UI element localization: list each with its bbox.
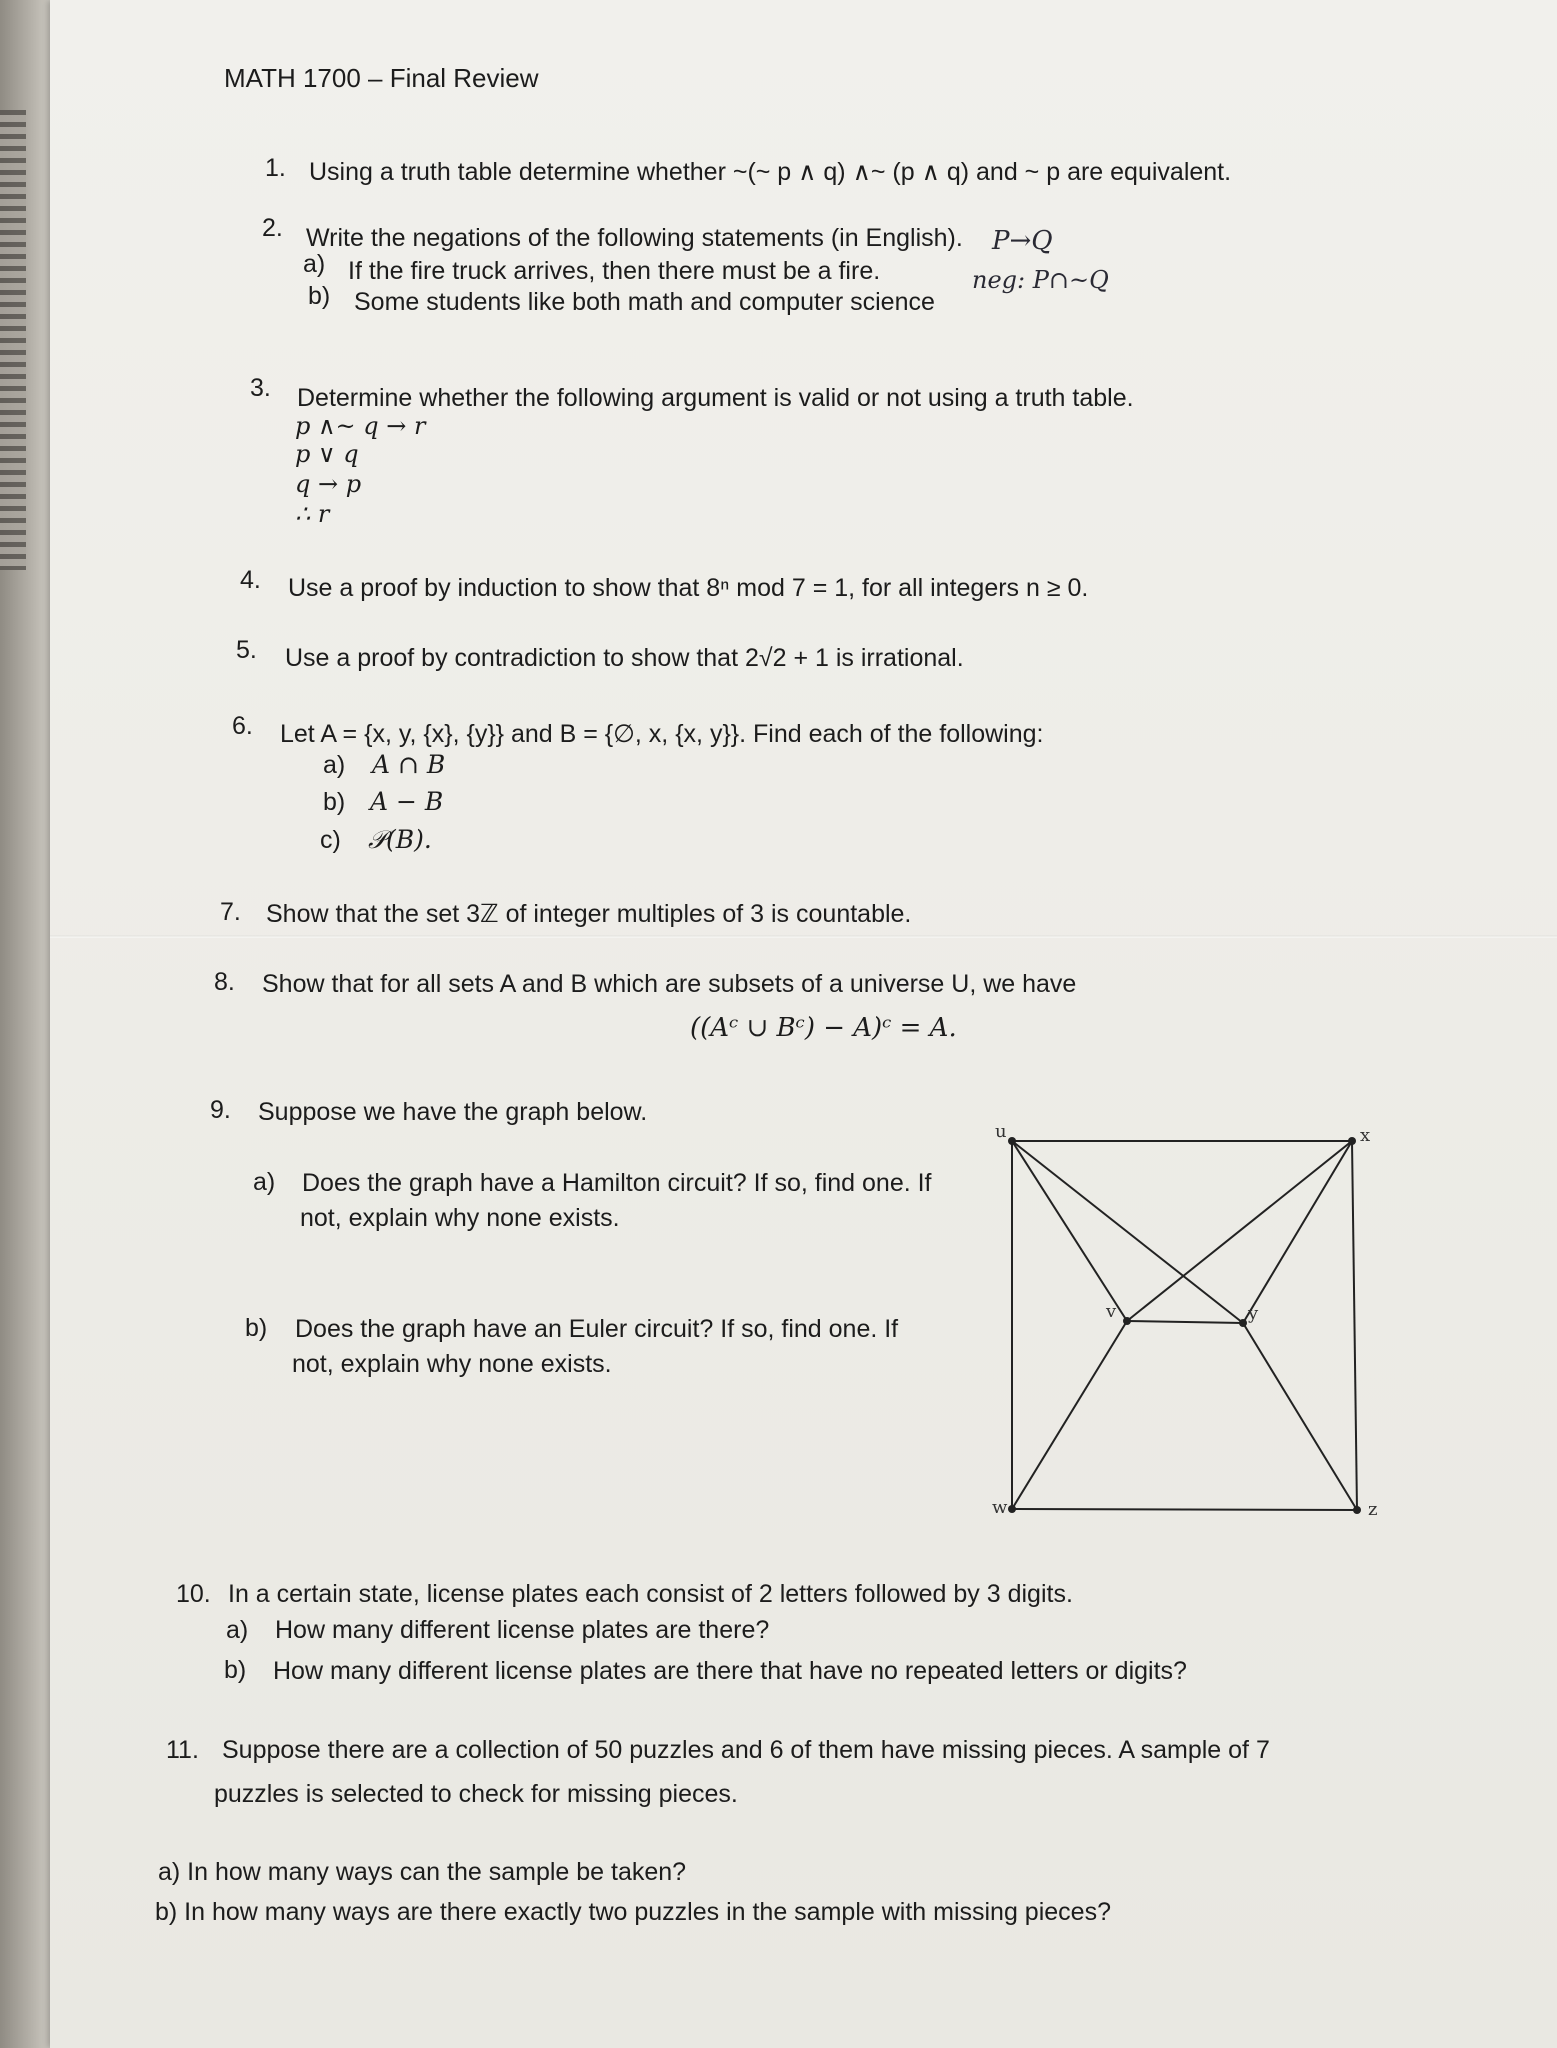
q9-b-line1: Does the graph have an Euler circuit? If so, find one. If [295, 1315, 899, 1343]
edge-x-v [1127, 1141, 1352, 1321]
q1-number: 1. [265, 154, 286, 182]
q2-number: 2. [262, 214, 283, 242]
edge-x-y [1243, 1141, 1352, 1323]
spiral-binding [0, 110, 26, 570]
vertex-z [1353, 1506, 1361, 1514]
q10-a-text: How many different license plates are there? [275, 1616, 770, 1644]
q9-b-label: b) [245, 1314, 268, 1342]
label-y: y [1248, 1303, 1259, 1324]
q8-formula: ((Aᶜ ∪ Bᶜ) − A)ᶜ = A. [690, 1013, 957, 1043]
q5-text: Use a proof by contradiction to show that 2√2 + 1 is irrational. [285, 644, 964, 672]
q4-number: 4. [240, 566, 261, 594]
q11-b-text: b) In how many ways are there exactly two puzzles in the sample with missing pieces? [155, 1898, 1111, 1926]
q6-text: Let A = {x, y, {x}, {y}} and B = {∅, x, {x, y}}. Find each of the following: [280, 720, 1044, 748]
page-title: MATH 1700 – Final Review [224, 63, 539, 93]
q9-number: 9. [210, 1096, 231, 1124]
handwritten-note-implication: P→Q [992, 226, 1053, 256]
q7-text: Show that the set 3ℤ of integer multiples of 3 is countable. [266, 900, 912, 928]
q1-text: Using a truth table determine whether ~(~ p ∧ q) ∧~ (p ∧ q) and ~ p are equivalent. [309, 158, 1232, 186]
q3-premise-3: q → p [295, 470, 362, 498]
vertex-y [1239, 1319, 1247, 1327]
q6-b-label: b) [323, 788, 346, 816]
q2-b-text: Some students like both math and computer science [354, 288, 935, 316]
q6-a-text: A ∩ B [372, 750, 446, 779]
q6-c-text: 𝒫(B). [368, 825, 432, 854]
q2-a-label: a) [303, 250, 326, 278]
q10-a-label: a) [226, 1616, 249, 1644]
q6-a-label: a) [323, 751, 346, 779]
q9-a-line1: Does the graph have a Hamilton circuit? If so, find one. If [302, 1169, 932, 1197]
edge-u-y [1012, 1141, 1243, 1323]
q4-text: Use a proof by induction to show that 8ⁿ mod 7 = 1, for all integers n ≥ 0. [288, 574, 1089, 602]
q3-premise-2: p ∨ q [295, 440, 359, 468]
q8-text: Show that for all sets A and B which are subsets of a universe U, we have [262, 970, 1077, 998]
q10-text: In a certain state, license plates each consist of 2 letters followed by 3 digits. [228, 1580, 1073, 1608]
edge-x-z [1352, 1141, 1357, 1510]
q2-a-text: If the fire truck arrives, then there must be a fire. [348, 257, 881, 285]
vertex-v [1123, 1317, 1131, 1325]
q9-graph [980, 1115, 1400, 1525]
q6-number: 6. [232, 712, 253, 740]
q9-text: Suppose we have the graph below. [258, 1098, 648, 1126]
handwritten-note-negation: neg: P∩~Q [972, 266, 1109, 294]
label-x: x [1360, 1125, 1371, 1146]
q10-b-text: How many different license plates are there that have no repeated letters or digits? [273, 1657, 1187, 1685]
edge-u-v [1012, 1141, 1127, 1321]
label-v: v [1106, 1301, 1117, 1322]
q11-a-text: a) In how many ways can the sample be taken? [158, 1858, 687, 1886]
label-z: z [1368, 1499, 1378, 1520]
q3-premise-1: p ∧~ q → r [295, 412, 426, 440]
q2-text: Write the negations of the following statements (in English). [306, 224, 963, 252]
vertex-x [1348, 1137, 1356, 1145]
q9-b-line2: not, explain why none exists. [292, 1350, 612, 1378]
vertex-u [1008, 1137, 1016, 1145]
q2-b-label: b) [308, 282, 331, 310]
label-u: u [995, 1121, 1007, 1142]
q6-c-label: c) [320, 826, 341, 854]
label-w: w [992, 1497, 1008, 1518]
q9-a-label: a) [253, 1168, 276, 1196]
edge-v-y [1127, 1321, 1243, 1323]
q8-number: 8. [214, 968, 235, 996]
q3-conclusion: ∴ r [295, 500, 330, 528]
q6-b-text: A − B [370, 787, 444, 816]
edge-v-w [1012, 1321, 1127, 1509]
q11-number: 11. [166, 1736, 199, 1764]
q11-line1: Suppose there are a collection of 50 puzzles and 6 of them have missing pieces. A sample of 7 [222, 1736, 1270, 1764]
paper-fold [50, 935, 1557, 938]
q9-a-line2: not, explain why none exists. [300, 1204, 620, 1232]
q10-number: 10. [176, 1580, 211, 1608]
q11-line2: puzzles is selected to check for missing pieces. [214, 1780, 738, 1808]
q3-text: Determine whether the following argument is valid or not using a truth table. [297, 384, 1134, 412]
q3-number: 3. [250, 374, 271, 402]
q5-number: 5. [236, 636, 257, 664]
q10-b-label: b) [224, 1656, 247, 1684]
edge-y-z [1243, 1323, 1357, 1510]
vertex-w [1008, 1505, 1016, 1513]
q7-number: 7. [220, 898, 241, 926]
edge-w-z [1012, 1509, 1357, 1510]
